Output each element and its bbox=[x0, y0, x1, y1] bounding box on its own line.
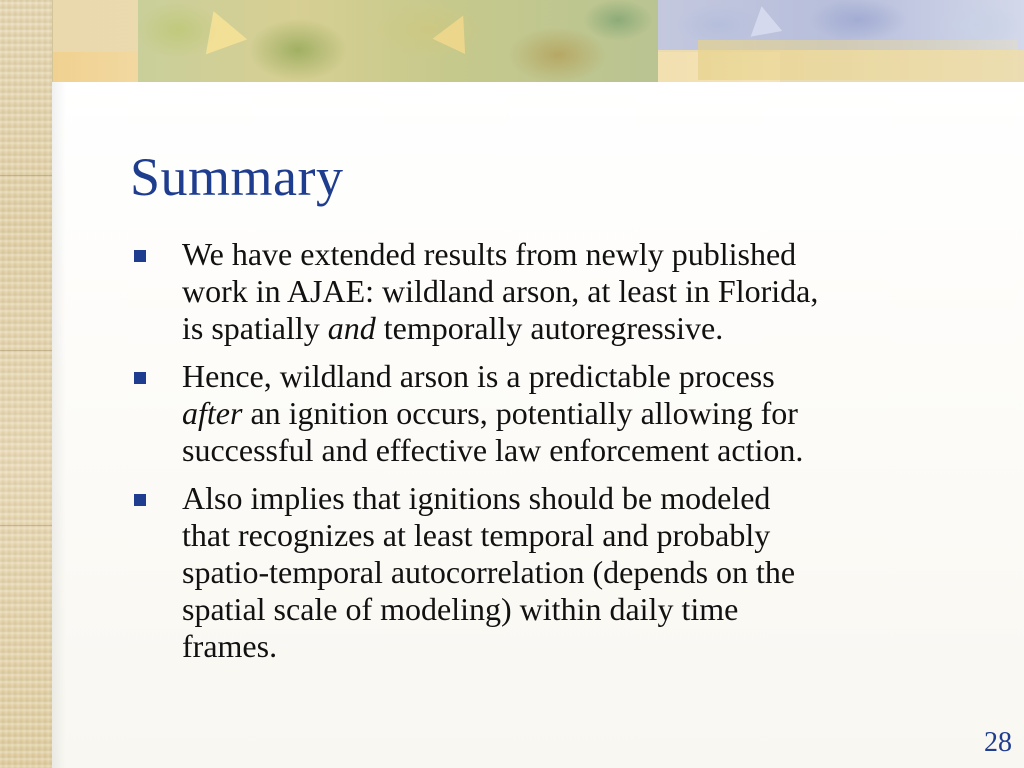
page-number: 28 bbox=[984, 727, 1012, 758]
header-decoration bbox=[0, 0, 1024, 88]
bullet-text-segment: an ignition occurs, potentially allowing for bbox=[242, 395, 798, 431]
wheat-collage bbox=[698, 40, 1018, 80]
square-bullet-icon bbox=[134, 372, 146, 384]
bullet-item bbox=[128, 236, 1008, 347]
bullet-list bbox=[128, 236, 1008, 676]
bullet-text-line: spatial scale of modeling) within daily time bbox=[182, 591, 739, 627]
emphasis-text: and bbox=[327, 310, 376, 346]
bullet-text-segment: is spatially bbox=[182, 310, 328, 346]
bullet-text-line: Also implies that ignitions should be modeled bbox=[182, 480, 771, 516]
bullet-text-line: frames. bbox=[182, 628, 278, 664]
square-bullet-icon bbox=[134, 494, 146, 506]
left-texture-strip bbox=[0, 0, 53, 768]
bullet-text-segment: temporally autoregressive. bbox=[375, 310, 724, 346]
emphasis-text: after bbox=[182, 395, 243, 431]
bullet-text-line: successful and effective law enforcement action. bbox=[182, 432, 804, 468]
leaf-icon bbox=[746, 3, 782, 36]
slide-title: Summary bbox=[130, 147, 344, 207]
bullet-item bbox=[128, 358, 1008, 469]
bullet-item bbox=[128, 480, 1008, 665]
square-bullet-icon bbox=[134, 250, 146, 262]
bullet-text-line: Hence, wildland arson is a predictable process bbox=[182, 358, 775, 394]
strip-divider bbox=[0, 350, 52, 351]
bullet-text-line: We have extended results from newly published bbox=[182, 236, 797, 272]
bullet-text-line: work in AJAE: wildland arson, at least in Florida, bbox=[182, 273, 819, 309]
strip-divider bbox=[0, 175, 52, 176]
panel-shadow bbox=[52, 82, 66, 768]
foliage-image bbox=[138, 0, 1024, 82]
bullet-text-line: that recognizes at least temporal and probably bbox=[182, 517, 771, 553]
strip-divider bbox=[0, 525, 52, 526]
bullet-text-line: spatio-temporal autocorrelation (depends on the bbox=[182, 554, 796, 590]
